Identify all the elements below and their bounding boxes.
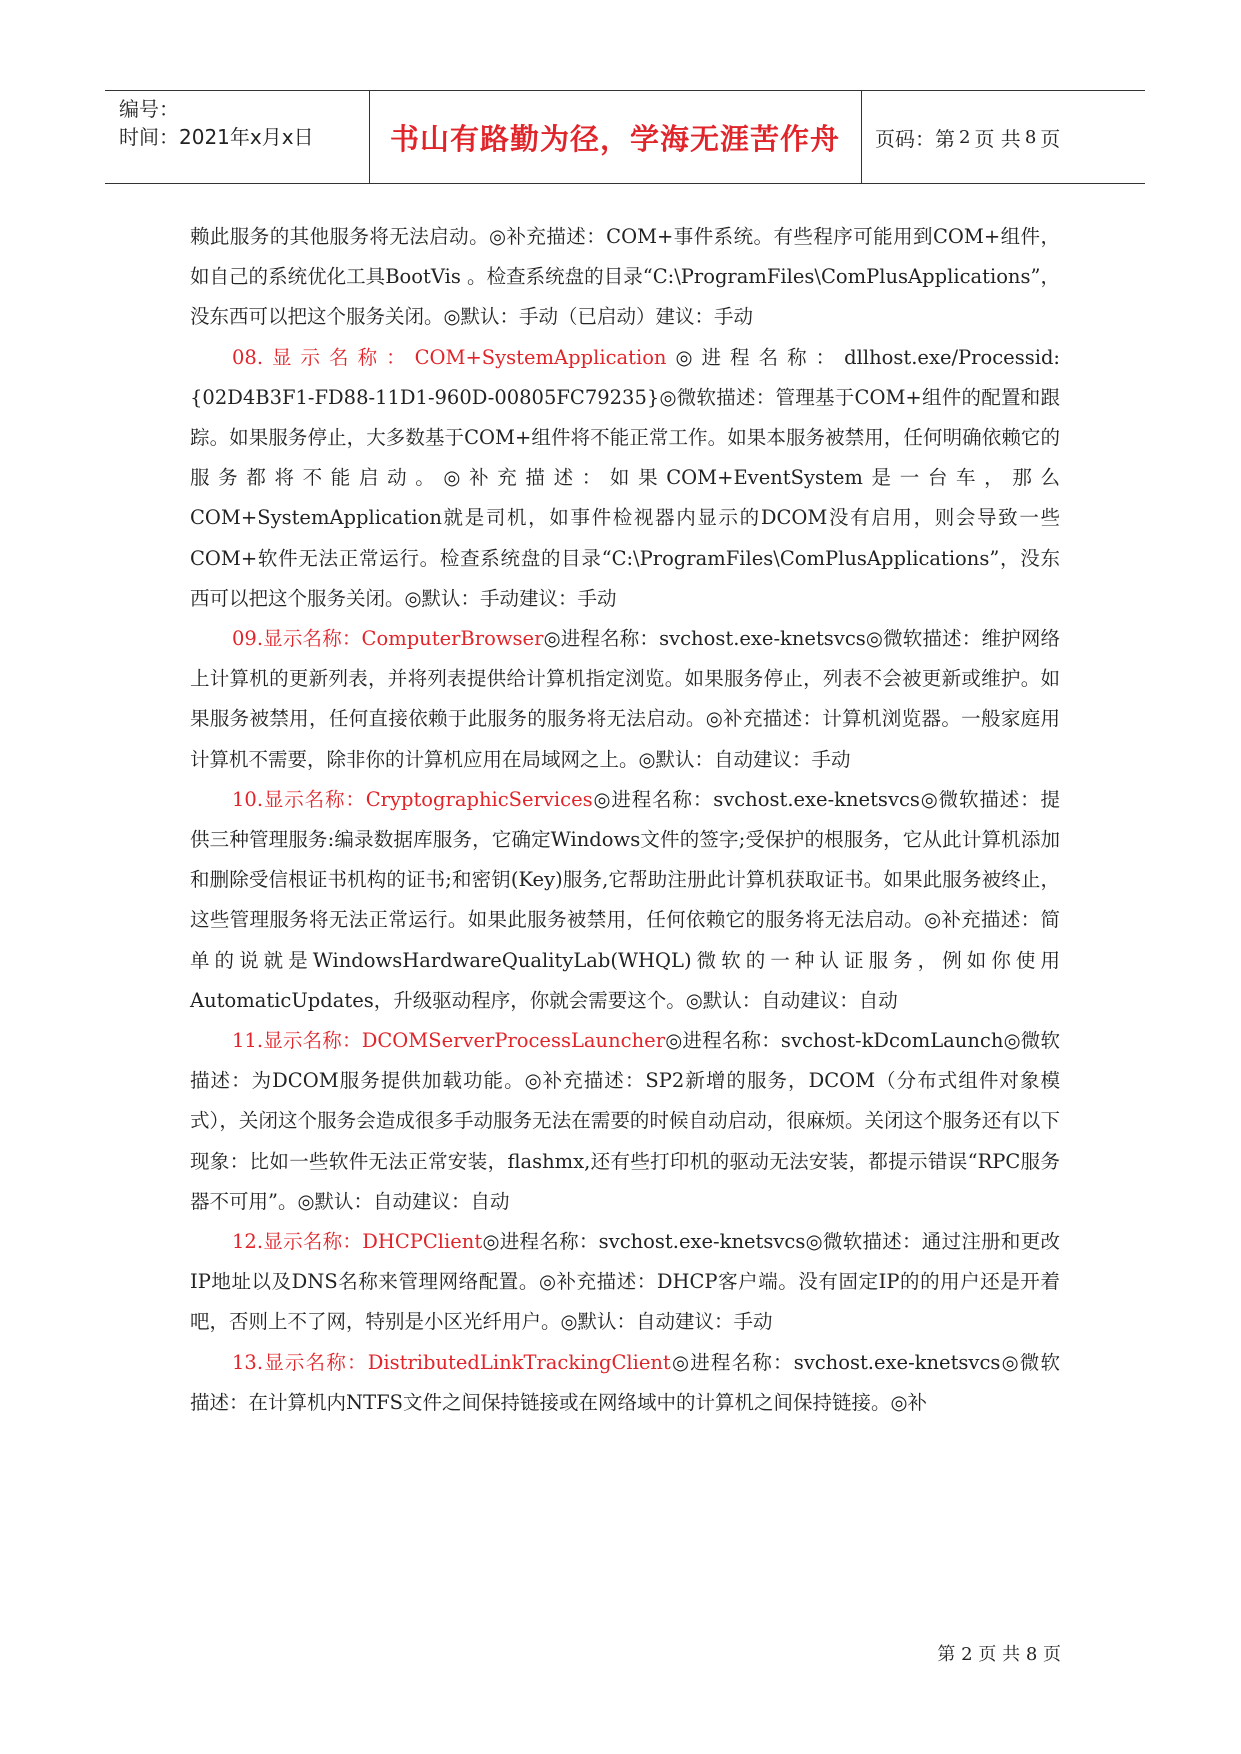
page-footer — [937, 1640, 1061, 1666]
paragraph — [190, 338, 1060, 619]
service-display-name: 10.显示名称：CryptographicServices — [232, 787, 593, 811]
paragraph-text: ◎进程名称：svchost.exe-knetsvcs◎微软描述：维护网络上计算机的更新列表，并将列表提供给计算机指定浏览。如果服务停止，列表不会被更新或维护。如果服务被禁用，任何直接依赖于此服务的服务将无法启动。◎补充描述：计算机浏览器。一般家庭用计算机不需要，除非你的计算机应用在局域网之上。◎默认：自动建议：手动 — [190, 627, 1060, 771]
page-code-prefix: 页码：第 — [875, 126, 955, 151]
paragraph — [190, 619, 1060, 780]
paragraph-text: ◎进程名称：svchost-kDcomLaunch◎微软描述：为DCOM服务提供加载功能。◎补充描述：SP2新增的服务，DCOM（分布式组件对象模式），关闭这个服务会造成很多手动服务无法在需要的时候自动启动，很麻烦。关闭这个服务还有以下现象：比如一些软件无法正常安装，flashmx,还有些打印机的驱动无法安装，都提示错误“RPC服务器不可用”。◎默认：自动建议：自动 — [190, 1029, 1060, 1213]
service-display-name: 13.显示名称：DistributedLinkTrackingClient — [232, 1350, 671, 1374]
footer-current-page: 2 — [961, 1644, 973, 1665]
page-code-current: 2 — [959, 126, 971, 148]
page-header — [105, 90, 1145, 184]
paragraph-text: ◎进程名称：svchost.exe-knetsvcs◎微软描述：提供三种管理服务:编录数据库服务，它确定Windows文件的签字;受保护的根服务，它从此计算机添加和删除受信根证书机构的证书;和密钥(Key)服务,它帮助注册此计算机获取证书。如果此服务被终止，这些管理服务将无法正常运行。如果此服务被禁用，任何依赖它的服务将无法启动。◎补充描述：简单的说就是WindowsHardwareQualityLab(WHQL)微软的一种认证服务，例如你使用AutomaticUpdates，升级驱动程序，你就会需要这个。◎默认：自动建议：自动 — [190, 787, 1060, 1012]
service-display-name: 11.显示名称：DCOMServerProcessLauncher — [232, 1029, 666, 1053]
paragraph — [190, 1021, 1060, 1222]
paragraph — [190, 1343, 1060, 1423]
header-meta — [119, 95, 314, 151]
service-display-name: 12.显示名称：DHCPClient — [232, 1230, 483, 1254]
service-display-name: 09.显示名称：ComputerBrowser — [232, 627, 544, 651]
paragraph-text: ◎进程名称：svchost.exe-knetsvcs◎微软描述：在计算机内NTFS文件之间保持链接或在网络域中的计算机之间保持链接。◎补 — [190, 1350, 1061, 1414]
paragraph-text: ◎进程名称：dllhost.exe/Processid:{02D4B3F1-FD88-11D1-960D-00805FC79235}◎微软描述：管理基于COM+组件的配置和跟踪。如果服务停止，大多数基于COM+组件将不能正常工作。如果本服务被禁用，任何明确依赖它的服务都将不能启动。◎补充描述：如果COM+EventSystem是一台车，那么COM+SystemApplication就是司机，如事件检视器内显示的DCOM没有启用，则会导致一些COM+软件无法正常运行。检查系统盘的目录“C:\ProgramFiles\ComPlusApplications”，没东西可以把这个服务关闭。◎默认：手动建议：手动 — [190, 345, 1060, 610]
paragraph — [190, 217, 1060, 338]
page-code-total: 8 — [1024, 126, 1037, 148]
footer-total-pages: 8 — [1025, 1644, 1038, 1665]
header-page-code — [875, 91, 1060, 183]
footer-suffix: 页 — [1043, 1644, 1061, 1665]
document-body — [190, 217, 1060, 1423]
footer-mid: 页 共 — [978, 1644, 1021, 1665]
service-display-name: 08.显示名称：COM+SystemApplication — [232, 345, 667, 369]
document-time-label: 时间：2021年x月x日 — [119, 125, 314, 149]
page-code-suffix: 页 — [1040, 126, 1061, 151]
paragraph — [190, 1222, 1060, 1343]
footer-prefix: 第 — [937, 1644, 956, 1665]
header-divider-right — [861, 91, 862, 183]
paragraph-text: 赖此服务的其他服务将无法启动。◎补充描述：COM+事件系统。有些程序可能用到COM+组件，如自己的系统优化工具BootVis 。检查系统盘的目录“C:\ProgramFiles\ComPlusApplications”，没东西可以把这个服务关闭。◎默认：手动（已启动）建议：手动 — [190, 225, 1060, 329]
header-motto: 书山有路勤为径，学海无涯苦作舟 — [389, 121, 840, 156]
paragraph-text: ◎进程名称：svchost.exe-knetsvcs◎微软描述：通过注册和更改IP地址以及DNS名称来管理网络配置。◎补充描述：DHCP客户端。没有固定IP的的用户还是开着吧，否则上不了网，特别是小区光纤用户。◎默认：自动建议：手动 — [190, 1230, 1060, 1334]
paragraph — [190, 780, 1060, 1021]
page-code-mid: 页 共 — [974, 126, 1021, 151]
document-number-label: 编号： — [119, 97, 179, 121]
